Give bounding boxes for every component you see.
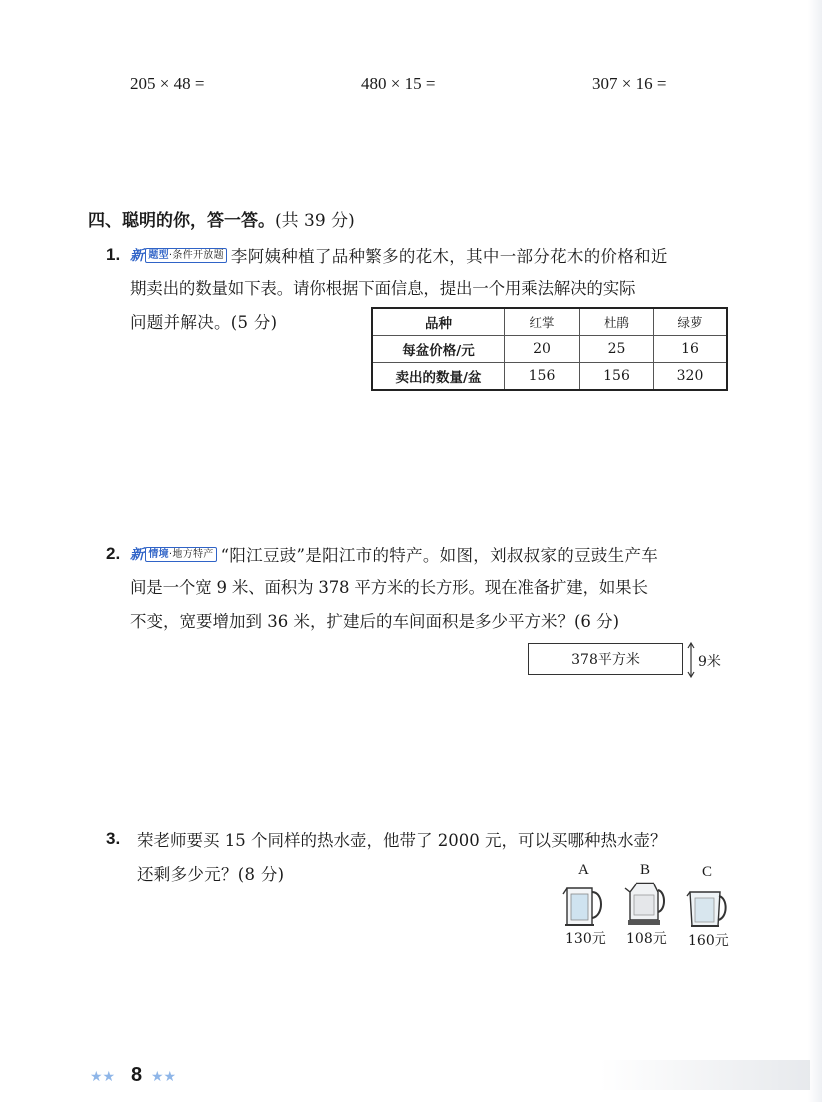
q2-line-1 [130,542,658,566]
footer-fade [600,1060,810,1090]
table-cell: 156 [580,363,654,391]
q1-line-1-text: 李阿姨种植了品种繁多的花木，其中一部分花木的价格和近 [230,247,668,266]
q2-line-2: 间是一个宽 9 米、面积为 378 平方米的长方形。现在准备扩建，如果长 [130,578,648,597]
table-cell: 20 [505,336,580,363]
q1-number: 1. [106,245,121,264]
kettle-a-icon [562,880,606,928]
q1-line-1 [130,243,668,267]
kettle-b-icon [624,880,668,928]
table-cell: 320 [654,363,728,391]
table-header-row [372,308,727,336]
table-cell: 25 [580,336,654,363]
page-number: 8 [131,1064,143,1086]
q3-line-1: 荣老师要买 15 个同样的热水壶，他带了 2000 元，可以买哪种热水壶？ [137,831,667,850]
q2-line-3: 不变，宽要增加到 36 米，扩建后的车间面积是多少平方米？(6 分) [130,612,620,631]
q2-tag [130,546,217,562]
table-row [372,363,727,391]
area-label: 378平方米 [571,652,640,668]
q2-tag-box [145,547,216,562]
section-score: (共 39 分) [275,211,355,231]
calc-2: 480 × 15 = [361,74,436,93]
q2-tag-text-a: 情境 [148,548,169,560]
kettle-c-icon [686,882,730,930]
kettle-a-price: 130元 [565,931,606,947]
q1-tag-box [145,248,227,263]
workshop-rectangle [528,643,683,675]
q3-number: 3. [106,829,121,848]
table-header-cell: 品种 [372,308,505,336]
kettle-b-label: B [640,862,651,878]
section-title-text: 四、聪明的你，答一答。 [88,211,275,231]
calc-1: 205 × 48 = [130,74,205,93]
flower-table [371,307,728,391]
table-row-label: 每盆价格/元 [372,336,505,363]
q1-tag-text-a: 题型 [148,249,169,261]
width-arrow-icon [684,641,698,679]
q1-tag-text-b: ·条件开放题 [168,249,224,261]
q3-line-2: 还剩多少元？(8 分) [137,865,285,884]
kettle-c-price: 160元 [688,933,729,949]
kettle-b-price: 108元 [626,931,667,947]
page-edge [808,0,822,1102]
table-header-cell: 红掌 [505,308,580,336]
table-row-label: 卖出的数量/盆 [372,363,505,391]
footer-stars-left: ★★ [90,1069,116,1085]
section-title [88,206,355,231]
q1-line-3: 问题并解决。(5 分) [130,313,278,332]
table-header-cell: 杜鹃 [580,308,654,336]
kettle-a-label: A [578,862,589,878]
q2-line-1-text: “阳江豆豉”是阳江市的特产。如图，刘叔叔家的豆豉生产车 [220,546,659,565]
calc-3: 307 × 16 = [592,74,667,93]
q1-tag [130,247,227,263]
kettle-c-label: C [702,864,713,880]
q1-line-2: 期卖出的数量如下表。请你根据下面信息，提出一个用乘法解决的实际 [130,279,636,298]
q2-tag-text-b: ·地方特产 [168,548,214,560]
footer-stars-right: ★★ [151,1069,177,1085]
q2-number: 2. [106,544,121,563]
table-cell: 16 [654,336,728,363]
table-header-cell: 绿萝 [654,308,728,336]
width-label: 9米 [698,654,721,670]
q2-tag-new: 新 [130,547,145,563]
table-cell: 156 [505,363,580,391]
q1-tag-new: 新 [130,248,145,264]
table-row [372,336,727,363]
